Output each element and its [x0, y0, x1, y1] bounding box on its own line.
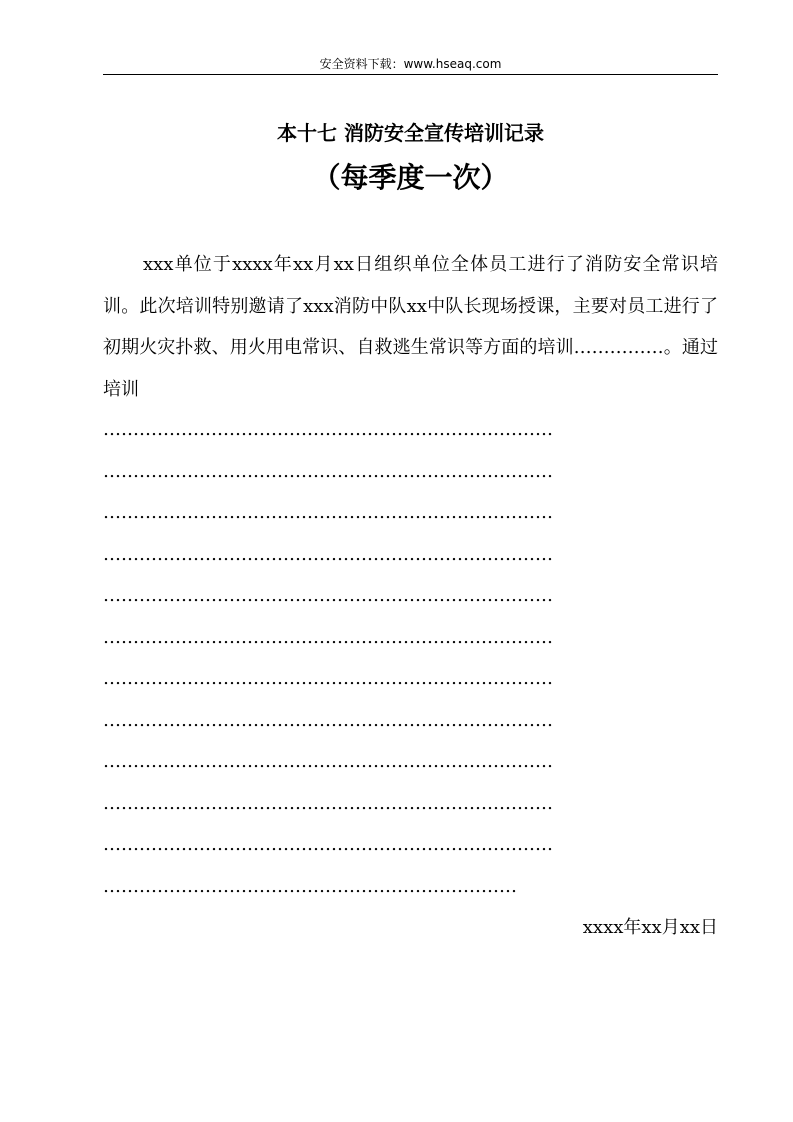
dot-line: ………………………………………………………………… [103, 751, 553, 772]
page-header: 安全资料下载：www.hseaq.com [319, 57, 502, 71]
body-paragraph: xxx单位于xxxx年xx月xx日组织单位全体员工进行了消防安全常识培训。此次培训特别邀请了xxx消防中队xx中队长现场授课，主要对员工进行了初期火灾扑救、用火用电常识、自救逃生常识等方面的培训……………。通过培训 [103, 254, 718, 400]
fill-in-lines [103, 409, 718, 907]
dot-line: …………………………………………………………… [103, 875, 517, 897]
dot-line: ………………………………………………………………… [103, 585, 553, 606]
dot-line: ………………………………………………………………… [103, 460, 553, 482]
dot-line: ………………………………………………………………… [103, 792, 553, 814]
dot-line: ………………………………………………………………… [103, 419, 553, 440]
document-subtitle: （每季度一次） [312, 161, 509, 194]
dot-line: ………………………………………………………………… [103, 834, 553, 855]
dot-line: ………………………………………………………………… [103, 668, 553, 689]
dot-line: ………………………………………………………………… [103, 543, 553, 565]
dot-line: ………………………………………………………………… [103, 502, 553, 523]
dot-line: ………………………………………………………………… [103, 709, 553, 731]
document-title: 本十七 消防安全宣传培训记录 [277, 121, 544, 145]
document-date: xxxx年xx月xx日 [582, 917, 718, 938]
header-divider [103, 74, 718, 75]
dot-line: ………………………………………………………………… [103, 626, 553, 648]
